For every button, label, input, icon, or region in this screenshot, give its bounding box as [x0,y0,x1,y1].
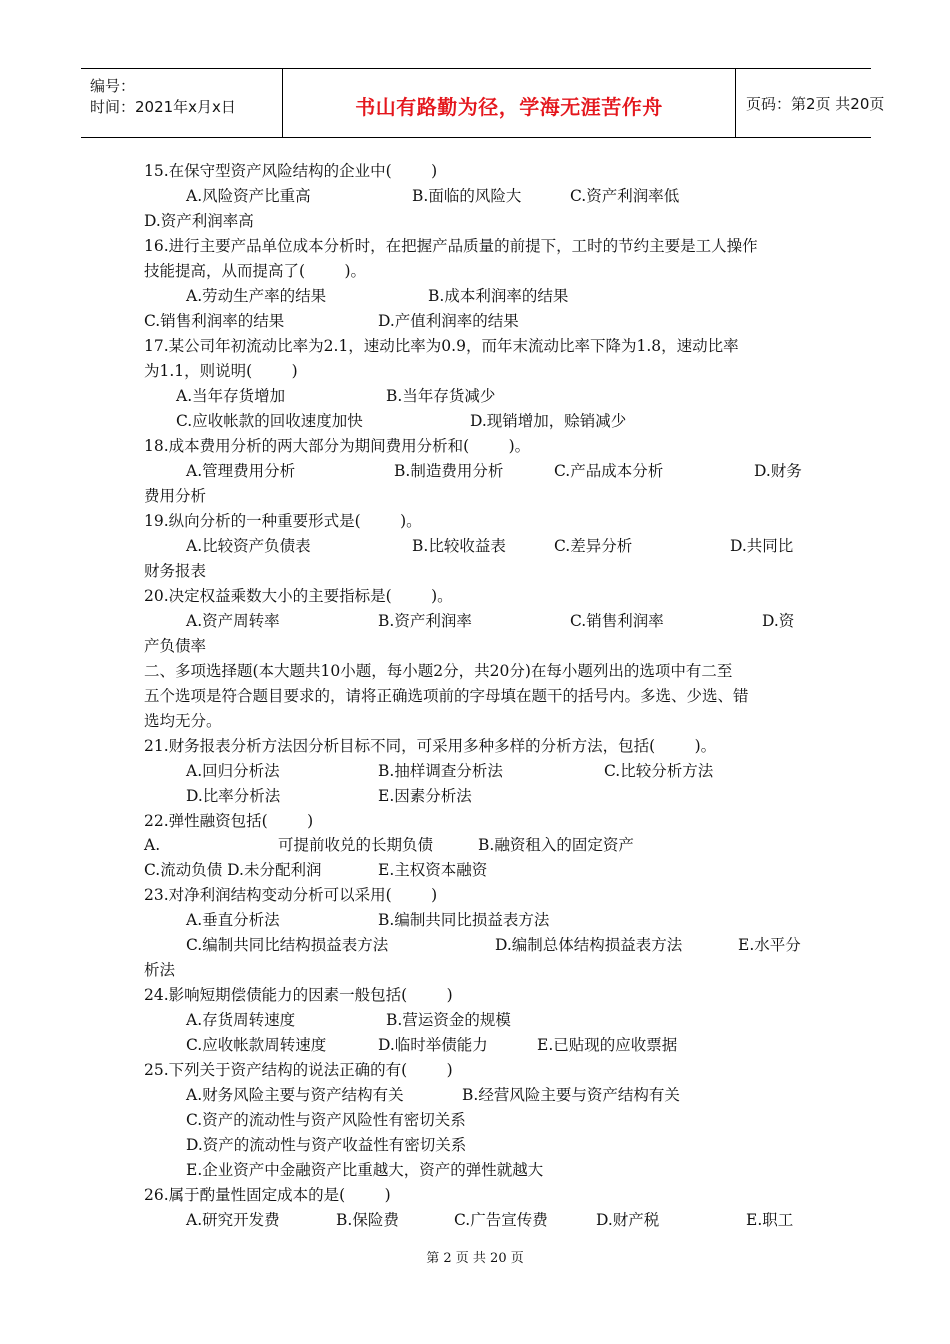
text-line: A.研究开发费 [186,1211,280,1229]
text-line: 费用分析 [144,487,207,505]
text-line: E.因素分析法 [378,787,472,805]
text-line: C.销售利润率 [570,612,664,630]
text-line: A.管理费用分析 [186,462,296,480]
number-label: 编号： [90,77,136,95]
text-line: E.已贴现的应收票据 [537,1036,678,1054]
text-line: D.共同比 [730,537,794,555]
text-line: 24.影响短期偿债能力的因素一般包括( ) [144,986,453,1004]
text-line: A.垂直分析法 [186,911,280,929]
text-line: 22.弹性融资包括( ) [144,812,314,830]
text-line: E.主权资本融资 [378,861,488,879]
text-line: C.流动负债 D.未分配利润 [144,861,322,879]
text-line: 25.下列关于资产结构的说法正确的有( ) [144,1061,453,1079]
text-line: C.编制共同比结构损益表方法 [186,936,389,954]
text-line: 15.在保守型资产风险结构的企业中( ) [144,162,438,180]
text-line: A.当年存货增加 [176,387,286,405]
text-line: E.水平分 [738,936,801,954]
header-info-cell [81,69,283,137]
text-line: 21.财务报表分析方法因分析目标不同，可采用多种多样的分析方法，包括( )。 [144,737,717,755]
text-line: D.财务 [754,462,802,480]
text-line: A. [144,836,161,854]
text-line: B.抽样调查分析法 [378,762,503,780]
text-line: A.风险资产比重高 [186,187,311,205]
text-line: B.编制共同比损益表方法 [378,911,550,929]
text-line: D.资产利润率高 [144,212,254,230]
text-line: D.产值利润率的结果 [378,312,519,330]
text-line: D.资产的流动性与资产收益性有密切关系 [186,1136,467,1154]
text-line: 可提前收兑的长期负债 [278,836,434,854]
text-line: E.企业资产中金融资产比重越大，资产的弹性就越大 [186,1161,544,1179]
text-line: B.制造费用分析 [394,462,504,480]
text-line: B.保险费 [336,1211,399,1229]
text-line: C.销售利润率的结果 [144,312,285,330]
text-line: 选均无分。 [144,712,222,730]
text-line: A.财务风险主要与资产结构有关 [186,1086,404,1104]
text-line: D.财产税 [596,1211,660,1229]
text-line: E.职工 [746,1211,794,1229]
text-line: 26.属于酌量性固定成本的是( ) [144,1186,391,1204]
text-line: B.成本利润率的结果 [428,287,569,305]
text-line: A.劳动生产率的结果 [186,287,327,305]
text-line: 19.纵向分析的一种重要形式是( )。 [144,512,422,530]
text-line: B.营运资金的规模 [386,1011,511,1029]
text-line: 23.对净利润结构变动分析可以采用( ) [144,886,438,904]
text-line: C.应收帐款的回收速度加快 [176,412,363,430]
text-line: C.应收帐款周转速度 [186,1036,327,1054]
text-line: B.融资租入的固定资产 [478,836,634,854]
text-line: 产负债率 [144,637,207,655]
text-line: A.资产周转率 [186,612,280,630]
text-line: C.比较分析方法 [604,762,714,780]
text-line: D.现销增加，赊销减少 [470,412,627,430]
text-line: C.差异分析 [554,537,633,555]
text-line: 18.成本费用分析的两大部分为期间费用分析和( )。 [144,437,531,455]
text-line: 16.进行主要产品单位成本分析时，在把握产品质量的前提下，工时的节约主要是工人操作 [144,237,758,255]
header-motto-cell [283,69,736,137]
text-line: D.临时举债能力 [378,1036,488,1054]
text-line: B.面临的风险大 [412,187,522,205]
text-line: A.存货周转速度 [186,1011,296,1029]
text-line: C.资产利润率低 [570,187,680,205]
text-line: 为1.1，则说明( ) [144,362,298,380]
text-line: D.比率分析法 [186,787,281,805]
text-line: C.广告宣传费 [454,1211,548,1229]
text-line: A.比较资产负债表 [186,537,311,555]
text-line: 20.决定权益乘数大小的主要指标是( )。 [144,587,453,605]
text-line: 技能提高，从而提高了( )。 [144,262,367,280]
text-line: D.资 [762,612,795,630]
text-line: B.资产利润率 [378,612,472,630]
text-line: C.资产的流动性与资产风险性有密切关系 [186,1111,466,1129]
text-line: B.当年存货减少 [386,387,496,405]
text-line: 二、多项选择题(本大题共10小题，每小题2分，共20分)在每小题列出的选项中有二至 [144,662,733,680]
text-line: C.产品成本分析 [554,462,664,480]
page-footer: 第 2 页 共 20 页 [426,1251,524,1266]
text-line: 五个选项是符合题目要求的，请将正确选项前的字母填在题干的括号内。多选、少选、错 [144,687,749,705]
text-line: B.经营风险主要与资产结构有关 [462,1086,680,1104]
text-line: 财务报表 [144,562,207,580]
text-line: A.回归分析法 [186,762,280,780]
date-label: 时间：2021年x月x日 [90,98,236,116]
text-line: 17.某公司年初流动比率为2.1，速动比率为0.9，而年末流动比率下降为1.8，速动比率 [144,337,739,355]
text-line: 析法 [144,961,176,979]
text-line: D.编制总体结构损益表方法 [495,936,683,954]
page-header [81,68,885,138]
header-page-cell [736,69,885,137]
header-page-code: 页码：第2页 共20页 [746,95,885,113]
header-motto: 书山有路勤为径，学海无涯苦作舟 [355,95,663,119]
text-line: B.比较收益表 [412,537,506,555]
